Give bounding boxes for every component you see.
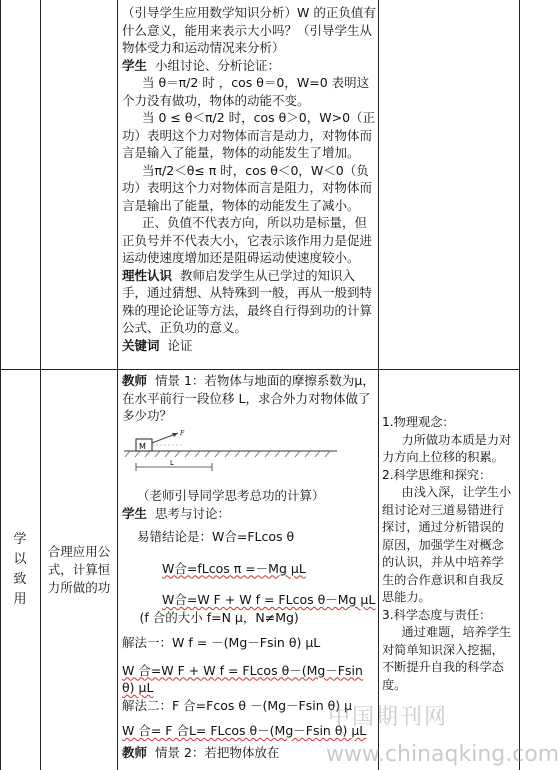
objective-text: 合理应用公式，计算恒力所做的功	[47, 544, 111, 595]
literacy-text-1: 力所做功本质是力对力方向上位移的积累。	[382, 432, 512, 464]
literacy-heading-2: 2.科学思维和探究：	[382, 467, 492, 482]
block-on-ground-diagram	[122, 429, 342, 479]
formula-total-wrong: W合=W F + W f = FLcos θ－Mg μL	[162, 592, 376, 607]
intro-paragraph: （引导学生应用数学知识分析）W 的正负值有什么意义，能用来表示大小吗？（引导学生从物体受力和运动情况来分析）	[122, 5, 376, 55]
rational-text: 教师启发学生从已学过的知识入手，通过猜想、从特殊到一般，再从一般到特殊的理论论证等方法，最终自行得到功的计算公式、正负功的意义。	[122, 267, 373, 335]
column-divider-3	[378, 0, 379, 770]
watermark-url: www.chinaqking.com	[326, 742, 559, 767]
literacy-column	[382, 414, 516, 694]
row1-content	[122, 4, 378, 354]
force-label: F	[180, 429, 185, 437]
stage-char: 用	[13, 592, 27, 607]
literacy-heading-3: 3.科学态度与责任：	[382, 607, 492, 622]
table-border-right	[519, 0, 520, 770]
stage-column	[0, 370, 40, 770]
rational-label: 理性认识	[122, 267, 173, 283]
solution-two: 解法二：F 合=Fcos θ －(Mg－Fsin θ) μ	[122, 697, 353, 713]
literacy-text-2: 由浅入深，让学生小组讨论对三道易错进行探讨，通过分析错误的原因，加强学生对概念的认识，并从中培养学生的合作意识和自我反思能力。	[382, 485, 512, 604]
literacy-text-3: 通过难题，培养学生对简单知识深入挖掘，不断提升自我的科学态度。	[382, 625, 512, 692]
stage-char: 致	[13, 572, 27, 587]
displacement-label: L	[170, 458, 174, 467]
formula-friction-only: W合=fLcos π =－Mg μL	[162, 560, 306, 576]
case-positive-work: 当 0 ≤ θ＜π/2 时，cos θ＞0，W>0（正功）表明这个力对物体而言是动力，对物体而言是输入了能量，物体的动能发生了增加。	[122, 110, 376, 160]
literacy-heading-1: 1.物理观念：	[382, 415, 455, 429]
scenario-1: 情景 1：若物体与地面的摩擦系数为μ，在水平前行一段位移 L，求合外力对物体做了多少功？	[122, 373, 375, 423]
teacher-label: 教师	[122, 373, 148, 388]
stage-char: 以	[13, 552, 27, 567]
scenario-2: 情景 2：若把物体放在	[154, 744, 280, 760]
solution-one: 解法一：W f = －(Mg－Fsin θ) μL	[122, 635, 321, 650]
stage-char: 学	[13, 532, 27, 547]
case-negative-work: 当π/2＜θ≤ π 时，cos θ＜0，W＜0（负功）表明这个力对物体而言是阻力，对物体而言是输出了能量，物体的动能发生了减小。	[122, 162, 373, 213]
watermark-cn: 中国期刊网	[328, 705, 449, 730]
formula-note: (f 合的大小 f=N μ，N≠Mg)	[139, 609, 299, 625]
teacher-label-2: 教师	[122, 744, 148, 760]
column-divider-2	[117, 0, 118, 770]
teacher-guide: （老师引导同学思考总功的计算）	[137, 488, 325, 503]
block-m-label: M	[139, 441, 146, 451]
keyword-label: 关键词	[122, 337, 160, 353]
student-label-2: 学生	[122, 505, 148, 521]
student-label: 学生	[122, 57, 148, 73]
mistake-formula: 易错结论是：W合=FLcos θ	[137, 529, 295, 544]
solution-two-total: W 合= F 合L= FLcos θ－(Mg－Fsin θ) μL	[122, 723, 367, 738]
objective-column	[41, 370, 117, 770]
solution-one-total: W 合=W F + W f = FLcos θ－(Mg－Fsin θ) μL	[122, 662, 363, 695]
stage-title-vertical	[13, 530, 27, 610]
case-right-angle: 当 θ＝π/2 时 ，cos θ＝0，W=0 表明这个力没有做功，物体的动能不变。	[122, 75, 370, 108]
student-text: 小组讨论、分析论证：	[154, 57, 280, 73]
student-text-2: 思考与讨论：	[154, 505, 230, 521]
physics-diagram	[122, 429, 378, 484]
scalar-conclusion: 正、负值不代表方向，所以功是标量，但正负号并不代表大小，它表示该作用力是促进运动使速度增加还是阻碍运动使速度较小。	[122, 215, 373, 265]
keyword-text: 论证	[167, 337, 193, 353]
